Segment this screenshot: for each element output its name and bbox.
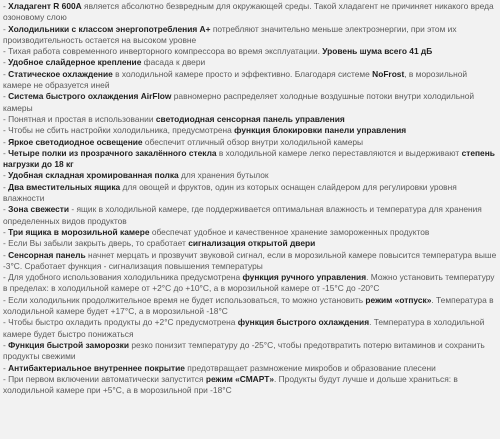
feature-line: - Функция быстрой заморозки резко понизит температуру до -25°С, чтобы предотвратить потерю витаминов и сохранить продукты свежими xyxy=(3,339,485,362)
feature-line: - Понятная и простая в использовании светодиодная сенсорная панель управления xyxy=(3,113,345,124)
feature-line: - При первом включении автоматически запустится режим «СМАРТ». Продукты будут лучше и дольше храниться: в холодильной камере при +5°С, а в морозильной при -18°С xyxy=(3,373,458,396)
feature-line: - Хладагент R 600A является абсолютно безвредным для окружающей среды. Такой хладагент не причиняет никакого вреда озоновому слою xyxy=(3,1,494,23)
feature-line: - Яркое светодиодное освещение обеспечит отличный обзор внутри холодильной камеры xyxy=(3,136,364,147)
feature-line: - Для удобного использования холодильника предусмотрена функция ручного управления. Можно установить температуру в пределах: в холодильной камере от +2°С до +10°С, а в морозильной камере от -15°С до -20°С xyxy=(3,272,495,294)
feature-line: - Удобная складная хромированная полка для хранения бутылок xyxy=(3,170,269,181)
feature-line: - Статическое охлаждение в холодильной камере просто и эффективно. Благодаря системе NoFrost, в морозильной камере не образуется иней xyxy=(3,68,468,91)
feature-line: - Сенсорная панель начнет мерцать и прозвучит звуковой сигнал, если в морозильной камере повысится температура выше -3°С. Сработает функция - сигнализация повышения температуры xyxy=(3,249,497,271)
feature-line: - Чтобы быстро охладить продукты до +2°С предусмотрена функция быстрого охлаждения. Температура в холодильной камере будет быстро понижаться xyxy=(3,317,485,339)
feature-line: - Удобное слайдерное крепление фасада к двери xyxy=(3,57,206,68)
feature-line: - Четыре полки из прозрачного закалённого стекла в холодильной камере легко переставляются и выдерживают степень нагрузки до 18 кг xyxy=(3,147,495,170)
feature-line: - Чтобы не сбить настройки холодильника, предусмотрена функция блокировки панели управления xyxy=(3,125,407,136)
feature-line: - Если Вы забыли закрыть дверь, то сработает сигнализация открытой двери xyxy=(3,238,316,249)
feature-line: - Если холодильник продолжительное время не будет использоваться, то можно установить режим «отпуск». Температура в холодильной камере будет +17°С, а в морозильной -18°С xyxy=(3,294,494,317)
feature-line: - Три ящика в морозильной камере обеспечат удобное и качественное хранение замороженных продуктов xyxy=(3,226,430,237)
feature-line: - Тихая работа современного инверторного компрессора во время эксплуатации. Уровень шума всего 41 дБ xyxy=(3,46,433,57)
feature-line: - Два вместительных ящика для овощей и фруктов, один из которых оснащен слайдером для регулировки уровня влажности xyxy=(3,181,457,204)
feature-line: - Антибактериальное внутреннее покрытие предотвращает размножение микробов и образование плесени xyxy=(3,362,436,373)
feature-line: - Система быстрого охлаждения AirFlow равномерно распределяет холодные воздушные потоки внутри холодильной камеры xyxy=(3,91,475,113)
feature-line: - Холодильники с классом энергопотребления A+ потребляют значительно меньше электроэнергии, при этом их производительность остается на высоком уровне xyxy=(3,23,457,45)
feature-line: - Зона свежести - ящик в холодильной камере, где поддерживается оптимальная влажность и температура для хранения определенных видов продуктов xyxy=(3,204,482,226)
